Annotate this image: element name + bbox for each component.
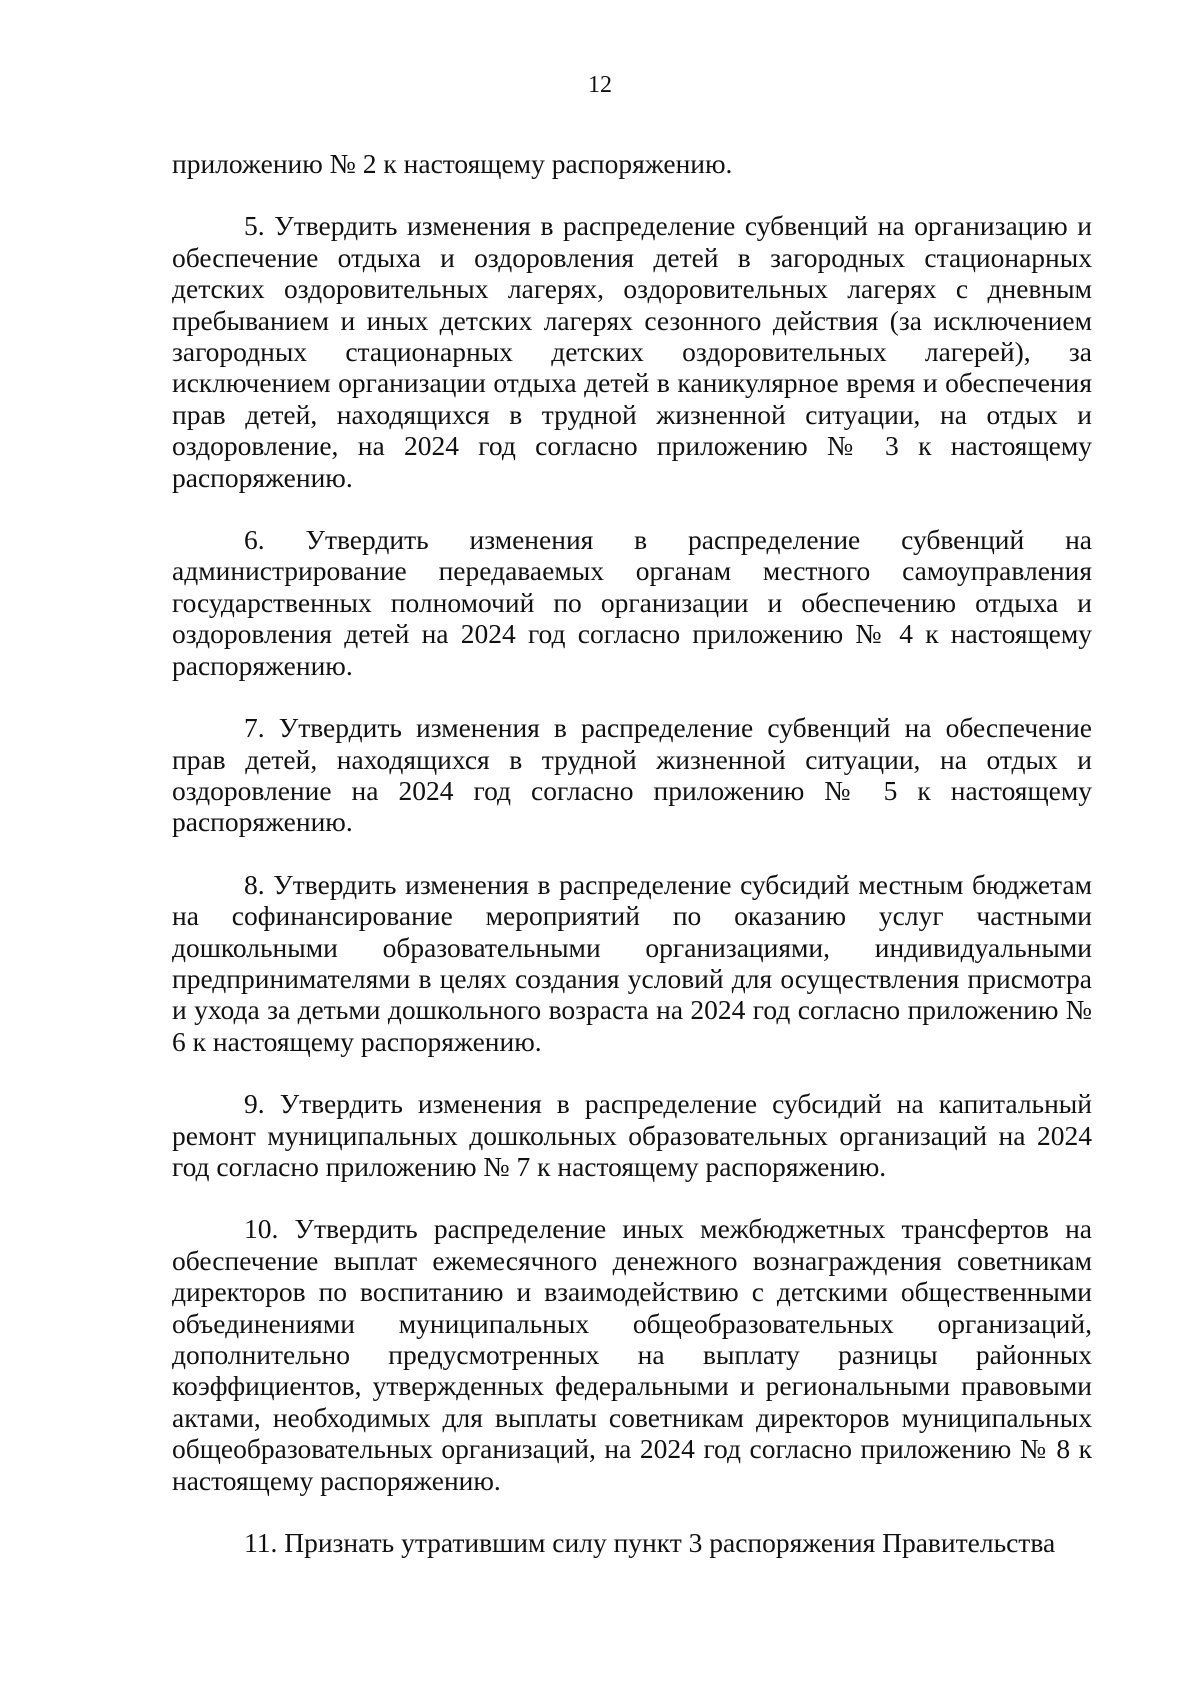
page-number: 12	[588, 72, 612, 98]
paragraph-item-8: 8. Утвердить изменения в распределение субсидий местным бюджетам на софинансирование мероприятий по оказанию услуг частными дошкольными образовательными организациями, индивидуальными предпринимателями в целях создания условий для осуществления присмотра и ухода за детьми дошкольного возраста на 2024 год согласно приложению № 6 к настоящему распоряжению.	[172, 868, 1092, 1057]
paragraph-continuation: приложению № 2 к настоящему распоряжению.	[172, 148, 733, 179]
document-body	[172, 148, 1092, 1558]
paragraph-item-7: 7. Утвердить изменения в распределение субвенций на обеспечение прав детей, находящихся в трудной жизненной ситуации, на отдых и оздоровление на 2024 год согласно приложению № 5 к настоящему распоряжению.	[172, 712, 1092, 838]
paragraph-item-10: 10. Утвердить распределение иных межбюджетных трансфертов на обеспечение выплат ежемесячного денежного вознаграждения советникам директоров по воспитанию и взаимодействию с детскими общественными объединениями муниципальных общеобразовательных организаций, дополнительно предусмотренных на выплату разницы районных коэффициентов, утвержденных федеральными и региональными правовыми актами, необходимых для выплаты советникам директоров муниципальных общеобразовательных организаций, на 2024 год согласно приложению № 8 к настоящему распоряжению.	[172, 1213, 1092, 1496]
paragraph-item-6: 6. Утвердить изменения в распределение субвенций на администрирование передаваемых органам местного самоуправления государственных полномочий по организации и обеспечению отдыха и оздоровления детей на 2024 год согласно приложению № 4 к настоящему распоряжению.	[172, 524, 1092, 681]
paragraph-item-9: 9. Утвердить изменения в распределение субсидий на капитальный ремонт муниципальных дошкольных образовательных организаций на 2024 год согласно приложению № 7 к настоящему распоряжению.	[172, 1088, 1092, 1182]
paragraph-item-5: 5. Утвердить изменения в распределение субвенций на организацию и обеспечение отдыха и оздоровления детей в загородных стационарных детских оздоровительных лагерях, оздоровительных лагерях с дневным пребыванием и иных детских лагерях сезонного действия (за исключением загородных стационарных детских оздоровительных лагерей), за исключением организации отдыха детей в каникулярное время и обеспечения прав детей, находящихся в трудной жизненной ситуации, на отдых и оздоровление, на 2024 год согласно приложению № 3 к настоящему распоряжению.	[172, 210, 1092, 493]
paragraph-item-11: 11. Признать утратившим силу пункт 3 распоряжения Правительства	[244, 1527, 1056, 1559]
